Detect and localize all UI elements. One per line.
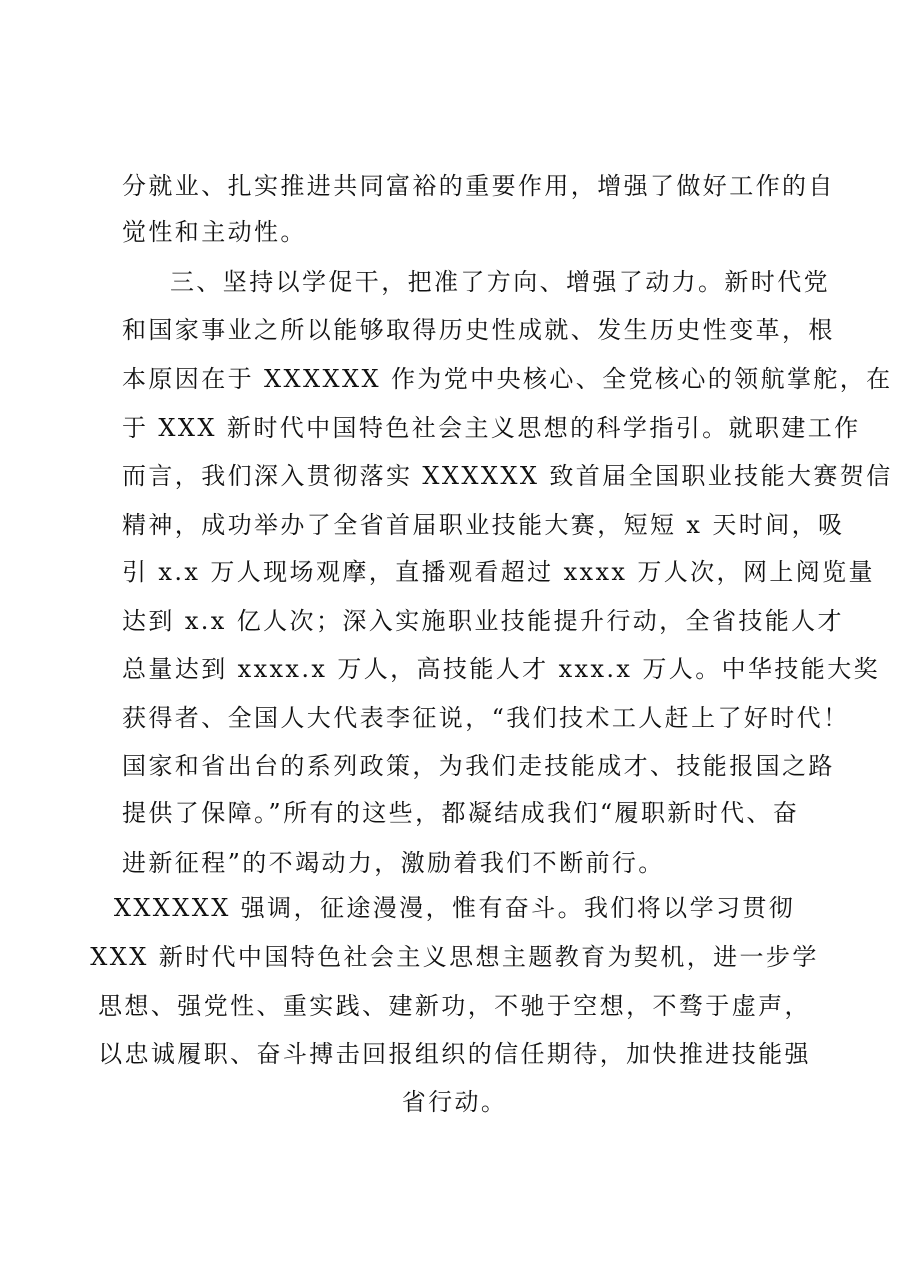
text-line: XXX 新时代中国特色社会主义思想主题教育为契机，进一步学 — [90, 943, 819, 971]
text-line: 而言，我们深入贯彻落实 XXXXXX 致首届全国职业技能大赛贺信 — [122, 462, 893, 490]
text-line: 以忠诚履职、奋斗搏击回报组织的信任期待，加快推进技能强 — [98, 1040, 811, 1068]
text-line: 获得者、全国人大代表李征说，“我们技术工人赶上了好时代！ — [122, 704, 850, 732]
text-line: 总量达到 xxxx.x 万人，高技能人才 xxx.x 万人。中华技能大奖 — [122, 655, 880, 683]
text-line: 于 XXX 新时代中国特色社会主义思想的科学指引。就职建工作 — [122, 414, 861, 442]
text-line: 国家和省出台的系列政策，为我们走技能成才、技能报国之路 — [122, 752, 835, 780]
text-line: XXXXXX 强调，征途漫漫，惟有奋斗。我们将以学习贯彻 — [113, 894, 796, 922]
text-line: 省行动。 — [401, 1088, 508, 1116]
text-line: 达到 x.x 亿人次；深入实施职业技能提升行动，全省技能人才 — [122, 607, 844, 635]
text-line: 精神，成功举办了全省首届职业技能大赛，短短 x 天时间，吸 — [122, 511, 845, 539]
text-line: 觉性和主动性。 — [122, 218, 307, 246]
text-line: 思想、强党性、重实践、建新功，不驰于空想，不骛于虚声， — [98, 992, 811, 1020]
text-line: 提供了保障。”所有的这些，都凝结成我们“履职新时代、奋 — [122, 799, 800, 827]
text-line: 进新征程”的不竭动力，激励着我们不断前行。 — [122, 849, 665, 877]
text-line: 本原因在于 XXXXXX 作为党中央核心、全党核心的领航掌舵，在 — [122, 365, 893, 393]
text-line: 分就业、扎实推进共同富裕的重要作用，增强了做好工作的自 — [122, 172, 835, 200]
text-line: 引 x.x 万人现场观摩，直播观看超过 xxxx 万人次，网上阅览量 — [122, 558, 875, 586]
text-line: 和国家事业之所以能够取得历史性成就、发生历史性变革，根 — [122, 316, 835, 344]
text-line: 三、坚持以学促干，把准了方向、增强了动力。新时代党 — [170, 268, 830, 296]
